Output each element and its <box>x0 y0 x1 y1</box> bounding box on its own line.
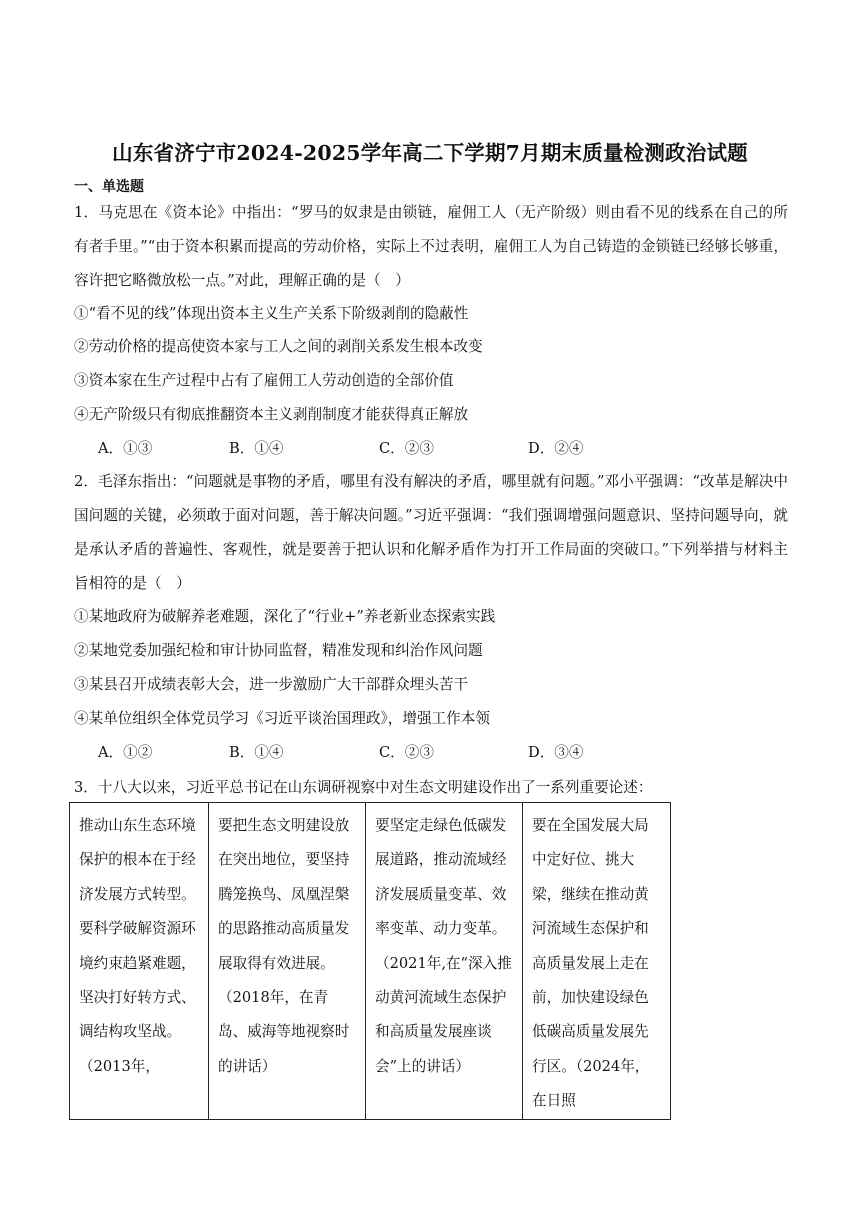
question-2-stem: 2．毛泽东指出：“问题就是事物的矛盾，哪里有没有解决的矛盾，哪里就有问题。”邓小平强调：“改革是解决中国问题的关键，必须敢于面对问题，善于解决问题。”习近平强调：“我们强调增强问题意识、坚持问题导向，就是承认矛盾的普遍性、客观性，就是要善于把认识和化解矛盾作为打开工作局面的突破口。”下列举措与材料主旨相符的是（ ） <box>74 473 788 592</box>
question-1-choice-a: A．①③ <box>98 440 153 457</box>
question-3-stem: 3．十八大以来，习近平总书记在山东调研视察中对生态文明建设作出了一系列重要论述： <box>74 779 653 796</box>
quote-cell-2021: 要坚定走绿色低碳发展道路，推动流域经济发展质量变革、效率变革、动力变革。（2021年,在“深入推动黄河流域生态保护和高质量发展座谈会”上的讲话） <box>366 803 523 1120</box>
question-1-option-4: ④无产阶级只有彻底推翻资本主义剥削制度才能获得真正解放 <box>74 406 469 423</box>
question-2-option-3: ③某县召开成绩表彰大会，进一步激励广大干部群众埋头苦干 <box>74 676 469 693</box>
question-2-choice-a: A．①② <box>98 744 153 761</box>
question-1-choice-b: B．①④ <box>229 440 284 457</box>
question-1-option-3: ③资本家在生产过程中占有了雇佣工人劳动创造的全部价值 <box>74 372 454 389</box>
question-1-stem: 1．马克思在《资本论》中指出：“罗马的奴隶是由锁链，雇佣工人（无产阶级）则由看不见的线系在自己的所有者手里。”“由于资本积累而提高的劳动价格，实际上不过表明，雇佣工人为自己铸造的金锁链已经够长够重，容许把它略微放松一点。”对此，理解正确的是（ ） <box>74 204 788 289</box>
question-2-choice-d: D．③④ <box>528 744 584 761</box>
question-1-option-2: ②劳动价格的提高使资本家与工人之间的剥削关系发生根本改变 <box>74 338 483 355</box>
quote-cell-2018: 要把生态文明建设放在突出地位，要坚持腾笼换鸟、凤凰涅槃的思路推动高质量发展取得有效进展。（2018年，在青岛、威海等地视察时的讲话） <box>209 803 366 1120</box>
exam-title: 山东省济宁市2024-2025学年高二下学期7月期末质量检测政治试题 <box>112 141 748 165</box>
section-heading: 一、单选题 <box>74 179 144 195</box>
question-2-choice-c: C．②③ <box>379 744 434 761</box>
quote-cell-2013: 推动山东生态环境保护的根本在于经济发展方式转型。要科学破解资源环境约束趋紧难题，坚决打好转方式、调结构攻坚战。（2013年， <box>70 803 209 1120</box>
question-2-option-4: ④某单位组织全体党员学习《习近平谈治国理政》，增强工作本领 <box>74 710 490 727</box>
question-2-option-2: ②某地党委加强纪检和审计协同监督，精准发现和纠治作风问题 <box>74 642 483 659</box>
question-2-option-1: ①某地政府为破解养老难题，深化了“行业+”养老新业态探索实践 <box>74 608 496 625</box>
quote-cell-2024: 要在全国发展大局中定好位、挑大梁，继续在推动黄河流域生态保护和高质量发展上走在前，加快建设绿色低碳高质量发展先行区。（2024年，在日照 <box>523 803 671 1120</box>
question-1-choice-d: D．②④ <box>528 440 584 457</box>
question-2-choice-b: B．①④ <box>229 744 284 761</box>
question-1-option-1: ①“看不见的线”体现出资本主义生产关系下阶级剥削的隐蔽性 <box>74 305 469 322</box>
quotes-table-row <box>70 803 671 1120</box>
quotes-table <box>69 802 671 1120</box>
question-1-choice-c: C．②③ <box>379 440 434 457</box>
